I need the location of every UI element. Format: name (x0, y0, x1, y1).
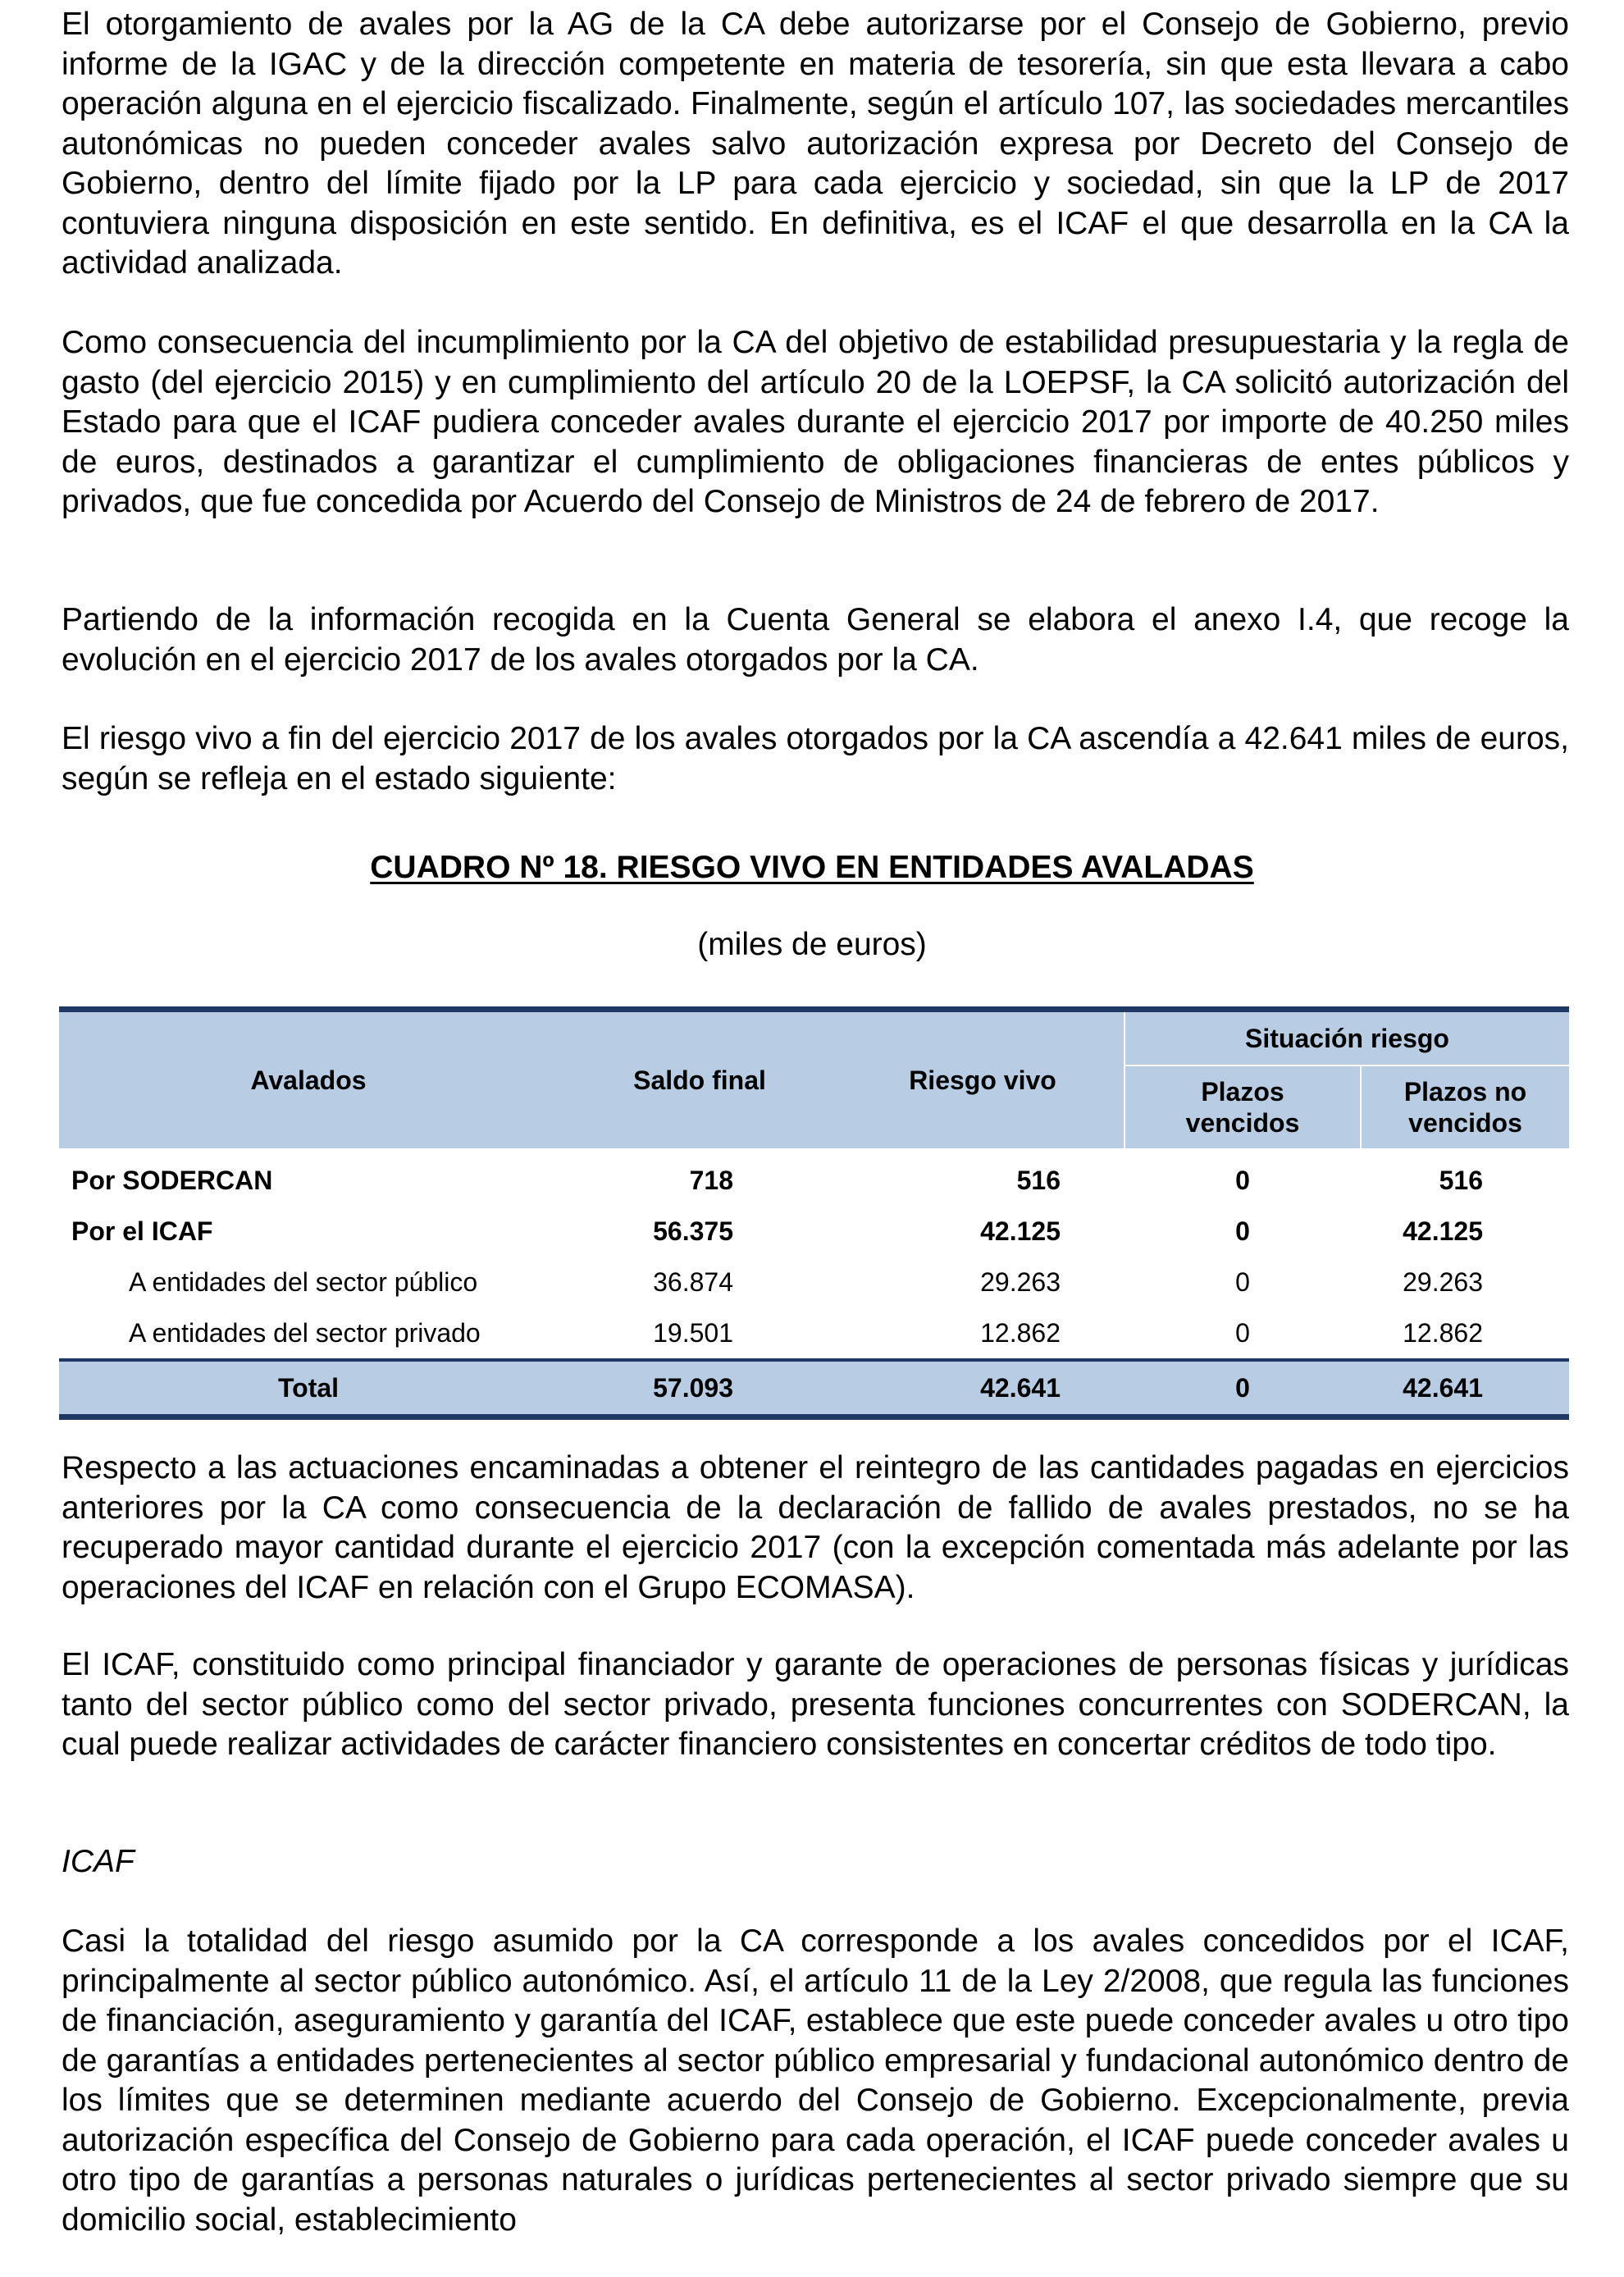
cell-saldo-final: 56.375 (653, 1216, 733, 1246)
header-avalados: Avalados (59, 1010, 558, 1149)
row-label: Por SODERCAN (71, 1165, 273, 1195)
paragraph-icaf-funciones: El ICAF, constituido como principal financiador y garante de operaciones de personas físicas y jurídicas tanto del sector público como del sector privado, presenta funciones concurrentes con SODERCAN, la cual puede realizar actividades de carácter financiero consistentes en concertar créditos de todo tipo. (62, 1647, 1569, 1762)
cell-plazos-vencidos: 0 (1235, 1165, 1250, 1195)
header-situacion-riesgo: Situación riesgo (1124, 1010, 1569, 1066)
cell-riesgo-vivo: 29.263 (980, 1266, 1061, 1297)
total-saldo-final: 57.093 (558, 1360, 842, 1417)
paragraph-icaf-riesgo: Casi la totalidad del riesgo asumido por la CA corresponde a los avales concedidos por el ICAF, principalmente al sector público autonómico. Así, el artículo 11 de la Ley 2/2008, que regula las funciones de financiación, aseguramiento y garantía del ICAF, establece que este puede conceder avales u otro tipo de garantías a entidades pertenecientes al sector público empresarial y fundacional autonómico dentro de los límites que se determinen mediante acuerdo del Consejo de Gobierno. Excepcionalmente, previa autorización específica del Consejo de Gobierno para cada operación, el ICAF puede conceder avales u otro tipo de garantías a personas naturales o jurídicas pertenecientes al sector privado siempre que su domicilio social, establecimiento (62, 1923, 1569, 2238)
paragraph-incumplimiento-estabilidad: Como consecuencia del incumplimiento por la CA del objetivo de estabilidad presupuestaria y la regla de gasto (del ejercicio 2015) y en cumplimiento del artículo 20 de la LOEPSF, la CA solicitó autorización del Estado para que el ICAF pudiera conceder avales durante el ejercicio 2017 por importe de 40.250 miles de euros, destinados a garantizar el cumplimiento de obligaciones financieras de entes públicos y privados, que fue concedida por Acuerdo del Consejo de Ministros de 24 de febrero de 2017. (62, 325, 1569, 519)
total-plazos-vencidos: 0 (1124, 1360, 1361, 1417)
table-header-row (59, 1010, 1569, 1066)
cell-riesgo-vivo: 12.862 (980, 1317, 1061, 1348)
cell-plazos-vencidos: 0 (1235, 1317, 1250, 1348)
cell-plazos-no-vencidos: 29.263 (1403, 1266, 1483, 1297)
header-riesgo-vivo: Riesgo vivo (842, 1010, 1124, 1149)
table-row (59, 1206, 1569, 1257)
paragraph-avales-ag: El otorgamiento de avales por la AG de la CA debe autorizarse por el Consejo de Gobierno, previo informe de la IGAC y de la dirección competente en materia de tesorería, sin que esta llevara a cabo operación alguna en el ejercicio fiscalizado. Finalmente, según el artículo 107, las sociedades mercantiles autonómicas no pueden conceder avales salvo autorización expresa por Decreto del Consejo de Gobierno, dentro del límite fijado por la LP para cada ejercicio y sociedad, sin que la LP de 2017 contuviera ninguna disposición en este sentido. En definitiva, es el ICAF el que desarrolla en la CA la actividad analizada. (62, 7, 1569, 281)
total-riesgo-vivo: 42.641 (842, 1360, 1124, 1417)
table-row (59, 1148, 1569, 1206)
cell-plazos-vencidos: 0 (1235, 1266, 1250, 1297)
row-label: A entidades del sector público (129, 1266, 478, 1297)
table-subtitle: (miles de euros) (697, 927, 927, 962)
cell-plazos-no-vencidos: 12.862 (1403, 1317, 1483, 1348)
cell-riesgo-vivo: 516 (1016, 1165, 1061, 1195)
header-saldo-final: Saldo final (558, 1010, 842, 1149)
total-plazos-no-vencidos: 42.641 (1361, 1360, 1569, 1417)
cell-plazos-vencidos: 0 (1235, 1216, 1250, 1246)
table-title: CUADRO Nº 18. RIESGO VIVO EN ENTIDADES AVALADAS (370, 850, 1254, 885)
cell-plazos-no-vencidos: 516 (1439, 1165, 1483, 1195)
riesgo-vivo-table (59, 1006, 1569, 1420)
row-label: A entidades del sector privado (129, 1317, 481, 1348)
cell-saldo-final: 19.501 (653, 1317, 733, 1348)
total-label: Total (59, 1360, 558, 1417)
cell-saldo-final: 718 (689, 1165, 733, 1195)
cell-riesgo-vivo: 42.125 (980, 1216, 1061, 1246)
paragraph-reintegro: Respecto a las actuaciones encaminadas a obtener el reintegro de las cantidades pagadas en ejercicios anteriores por la CA como consecuencia de la declaración de fallido de avales prestados, no se ha recuperado mayor cantidad durante el ejercicio 2017 (con la excepción comentada más adelante por las operaciones del ICAF en relación con el Grupo ECOMASA). (62, 1450, 1569, 1605)
paragraph-cuenta-general: Partiendo de la información recogida en la Cuenta General se elabora el anexo I.4, que recoge la evolución en el ejercicio 2017 de los avales otorgados por la CA. (62, 602, 1569, 678)
header-plazos-no-vencidos: Plazos no vencidos (1361, 1065, 1569, 1148)
cell-plazos-no-vencidos: 42.125 (1403, 1216, 1483, 1246)
table-row (59, 1307, 1569, 1360)
table-total-row (59, 1360, 1569, 1417)
paragraph-riesgo-vivo: El riesgo vivo a fin del ejercicio 2017 de los avales otorgados por la CA ascendía a 42.641 miles de euros, según se refleja en el estado siguiente: (62, 721, 1569, 796)
cell-saldo-final: 36.874 (653, 1266, 733, 1297)
row-label: Por el ICAF (71, 1216, 213, 1246)
header-plazos-vencidos: Plazos vencidos (1124, 1065, 1361, 1148)
table-row (59, 1257, 1569, 1307)
section-heading-icaf: ICAF (62, 1844, 135, 1879)
